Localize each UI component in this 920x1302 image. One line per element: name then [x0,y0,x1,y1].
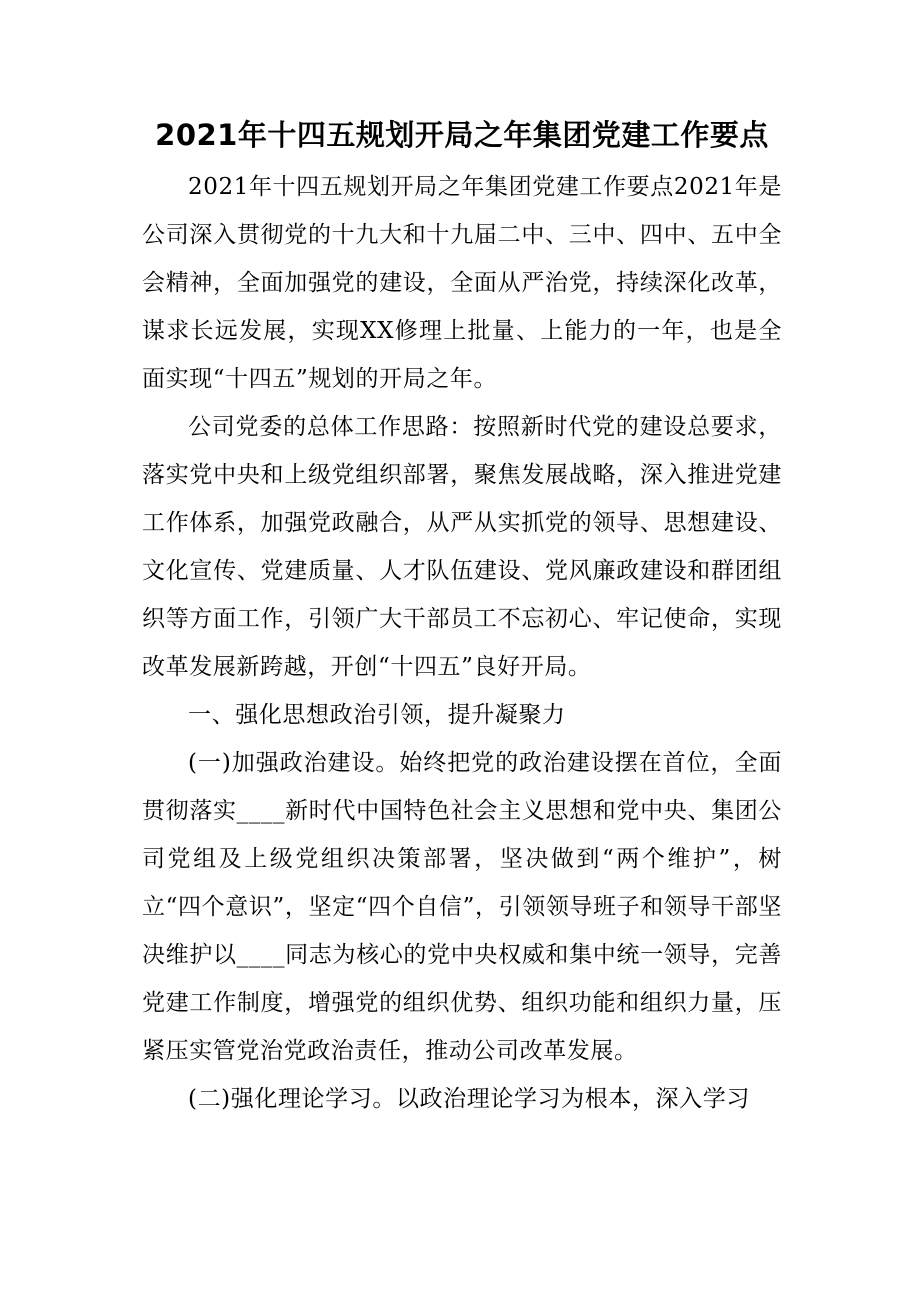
document-body [142,108,782,1123]
section-heading-1: 一、强化思想政治引领，提升凝聚力 [188,702,566,728]
work-approach-paragraph: 公司党委的总体工作思路：按照新时代党的建设总要求，落实党中央和上级党组织部署，聚焦发展战略，深入推进党建工作体系，加强党政融合，从严从实抓党的领导、思想建设、文化宣传、党建质量、人才队伍建设、党风廉政建设和群团组织等方面工作，引领广大干部员工不忘初心、牢记使命，实现改革发展新跨越，开创“十四五”良好开局。 [142,414,782,680]
item-1-paragraph: (一)加强政治建设。始终把党的政治建设摆在首位，全面贯彻落实____新时代中国特色社会主义思想和党中央、集团公司党组及上级党组织决策部署，坚决做到“两个维护”，树立“四个意识”，坚定“四个自信”，引领领导班子和领导干部坚决维护以____同志为核心的党中央权威和集中统一领导，完善党建工作制度，增强党的组织优势、组织功能和组织力量，压紧压实管党治党政治责任，推动公司改革发展。 [142,750,782,1064]
intro-paragraph: 2021年十四五规划开局之年集团党建工作要点2021年是公司深入贯彻党的十九大和十九届二中、三中、四中、五中全会精神，全面加强党的建设，全面从严治党，持续深化改革，谋求长远发展，实现XX修理上批量、上能力的一年，也是全面实现“十四五”规划的开局之年。 [142,174,782,392]
item-2-paragraph: (二)强化理论学习。以政治理论学习为根本，深入学习 [188,1086,750,1112]
document-title: 2021年十四五规划开局之年集团党建工作要点 [155,118,769,152]
